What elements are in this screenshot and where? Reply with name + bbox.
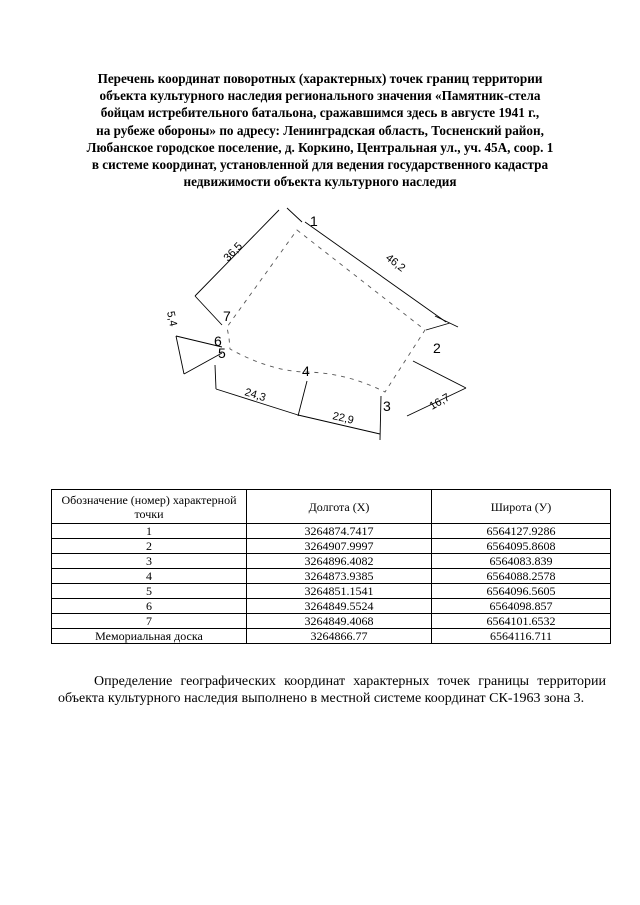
document-title [50, 70, 590, 190]
coordinates-table [51, 489, 611, 644]
table-row [52, 554, 611, 569]
header-point-number: Обозначение (номер) характерной точки [52, 490, 247, 524]
latitude-cell: 6564127.9286 [432, 524, 611, 539]
boundary-outline [227, 230, 425, 392]
dimension-lines [176, 208, 466, 440]
longitude-cell: 3264907.9997 [247, 539, 432, 554]
longitude-cell: 3264849.5524 [247, 599, 432, 614]
latitude-cell: 6564095.8608 [432, 539, 611, 554]
longitude-cell: 3264896.4082 [247, 554, 432, 569]
dimension-label: 22,9 [331, 410, 355, 427]
point-number-cell: 4 [52, 569, 247, 584]
latitude-cell: 6564083.839 [432, 554, 611, 569]
table-header-row [52, 490, 611, 524]
point-label-3: 3 [383, 398, 391, 414]
point-number-cell: 5 [52, 584, 247, 599]
title-line: Любанское городское поселение, д. Коркино, Центральная ул., уч. 45А, соор. 1 [86, 139, 554, 155]
table-row [52, 569, 611, 584]
title-line: объекта культурного наследия регионального значения «Памятник-стела [99, 88, 541, 104]
title-line: в системе координат, установленной для ведения государственного кадастра [91, 157, 549, 173]
point-number-cell: 1 [52, 524, 247, 539]
point-number-cell: 2 [52, 539, 247, 554]
table-row [52, 524, 611, 539]
point-label-5: 5 [218, 345, 226, 361]
dimension-label: 24,3 [243, 386, 268, 405]
header-latitude: Широта (У) [432, 490, 611, 524]
latitude-cell: 6564088.2578 [432, 569, 611, 584]
longitude-cell: 3264866.77 [247, 629, 432, 644]
table-row [52, 539, 611, 554]
point-number-cell: Мемориальная доска [52, 629, 247, 644]
title-line: Перечень координат поворотных (характерных) точек границ территории [97, 71, 543, 86]
dimension-label: 16,7 [427, 391, 453, 413]
title-line: бойцам истребительного батальона, сражавшимся здесь в августе 1941 г., [100, 105, 540, 121]
title-line: на рубеже обороны» по адресу: Ленинградская область, Тосненский район, [96, 122, 544, 138]
point-number-cell: 6 [52, 599, 247, 614]
latitude-cell: 6564101.6532 [432, 614, 611, 629]
dimension-label: 46,2 [383, 251, 408, 275]
table-row [52, 599, 611, 614]
point-number-cell: 3 [52, 554, 247, 569]
table-row [52, 584, 611, 599]
point-label-1: 1 [310, 213, 318, 229]
latitude-cell: 6564098.857 [432, 599, 611, 614]
latitude-cell: 6564116.711 [432, 629, 611, 644]
dimension-label: 5,4 [164, 310, 179, 328]
dimension-labels [164, 240, 452, 426]
latitude-cell: 6564096.5605 [432, 584, 611, 599]
table-row [52, 614, 611, 629]
table-row [52, 629, 611, 644]
point-label-7: 7 [223, 308, 231, 324]
boundary-plan [0, 195, 640, 465]
point-number-cell: 7 [52, 614, 247, 629]
point-label-2: 2 [433, 340, 441, 356]
longitude-cell: 3264849.4068 [247, 614, 432, 629]
point-labels [214, 213, 441, 414]
longitude-cell: 3264851.1541 [247, 584, 432, 599]
header-longitude: Долгота (X) [247, 490, 432, 524]
coordinate-system-note: Определение географических координат характерных точек границы территории объекта культурного наследия выполнено в местной системе координат СК-1963 зона 3. [58, 674, 606, 706]
longitude-cell: 3264874.7417 [247, 524, 432, 539]
point-label-6: 6 [214, 333, 222, 349]
longitude-cell: 3264873.9385 [247, 569, 432, 584]
dimension-label: 36,5 [221, 240, 246, 265]
title-line: недвижимости объекта культурного наследия [183, 174, 457, 190]
point-label-4: 4 [302, 363, 310, 379]
